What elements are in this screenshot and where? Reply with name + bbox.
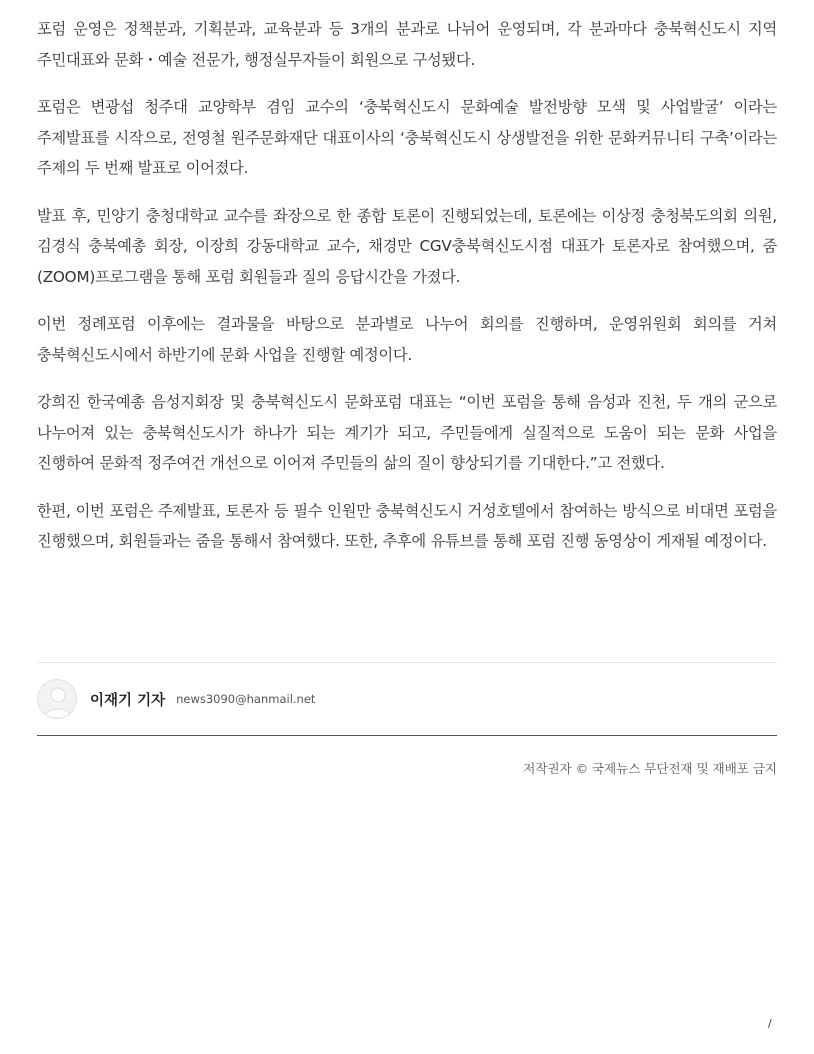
article-paragraph: 이번 정례포럼 이후에는 결과물을 바탕으로 분과별로 나누어 회의를 진행하며, 운영위원회 회의를 거쳐 충북혁신도시에서 하반기에 문화 사업을 진행할 예정이다. bbox=[37, 315, 777, 364]
article-paragraph: 강희진 한국예총 음성지회장 및 충북혁신도시 문화포럼 대표는 “이번 포럼을 통해 음성과 진천, 두 개의 군으로 나누어져 있는 충북혁신도시가 하나가 되는 계기가 되고, 주민들에게 실질적으로 도움이 되는 문화 사업을 진행하여 문화적 정주여건 개선으로 이어져 주민들의 삶의 질이 향상되기를 기대한다.”고 전했다. bbox=[37, 393, 777, 472]
article-body bbox=[37, 14, 777, 574]
page-mark: / bbox=[768, 1017, 772, 1030]
user-avatar-icon bbox=[37, 679, 77, 719]
reporter-name[interactable]: 이재기 기자 bbox=[90, 692, 166, 709]
article-paragraph: 포럼 운영은 정책분과, 기획분과, 교육분과 등 3개의 분과로 나뉘어 운영되며, 각 분과마다 충북혁신도시 지역 주민대표와 문화・예술 전문가, 행정실무자들이 회원으로 구성됐다. bbox=[37, 20, 777, 69]
article-paragraph: 발표 후, 민양기 충청대학교 교수를 좌장으로 한 종합 토론이 진행되었는데, 토론에는 이상정 충청북도의회 의원, 김경식 충북예총 회장, 이장희 강동대학교 교수, 채경만 CGV충북혁신도시점 대표가 토론자로 참여했으며, 줌(ZOOM)프로그램을 통해 포럼 회원들과 질의 응답시간을 가졌다. bbox=[37, 206, 777, 286]
article-paragraph: 포럼은 변광섭 청주대 교양학부 겸임 교수의 ‘충북혁신도시 문화예술 발전방향 모색 및 사업발굴’ 이라는 주제발표를 시작으로, 전영철 원주문화재단 대표이사의 ‘충북혁신도시 상생발전을 위한 문화커뮤니티 구축’이라는 주제의 두 번째 발표로 이어졌다. bbox=[37, 98, 777, 177]
article-paragraph: 한편, 이번 포럼은 주제발표, 토론자 등 필수 인원만 충북혁신도시 거성호텔에서 참여하는 방식으로 비대면 포럼을 진행했으며, 회원들과는 줌을 통해서 참여했다. 또한, 추후에 유튜브를 통해 포럼 진행 동영상이 게재될 예정이다. bbox=[37, 501, 777, 550]
byline-divider-bottom bbox=[37, 735, 777, 736]
byline-divider-top bbox=[37, 662, 777, 663]
copyright-notice: 저작권자 © 국제뉴스 무단전재 및 재배포 금지 bbox=[523, 761, 777, 776]
reporter-email[interactable]: news3090@hanmail.net bbox=[176, 692, 316, 706]
reporter-byline bbox=[37, 678, 777, 720]
